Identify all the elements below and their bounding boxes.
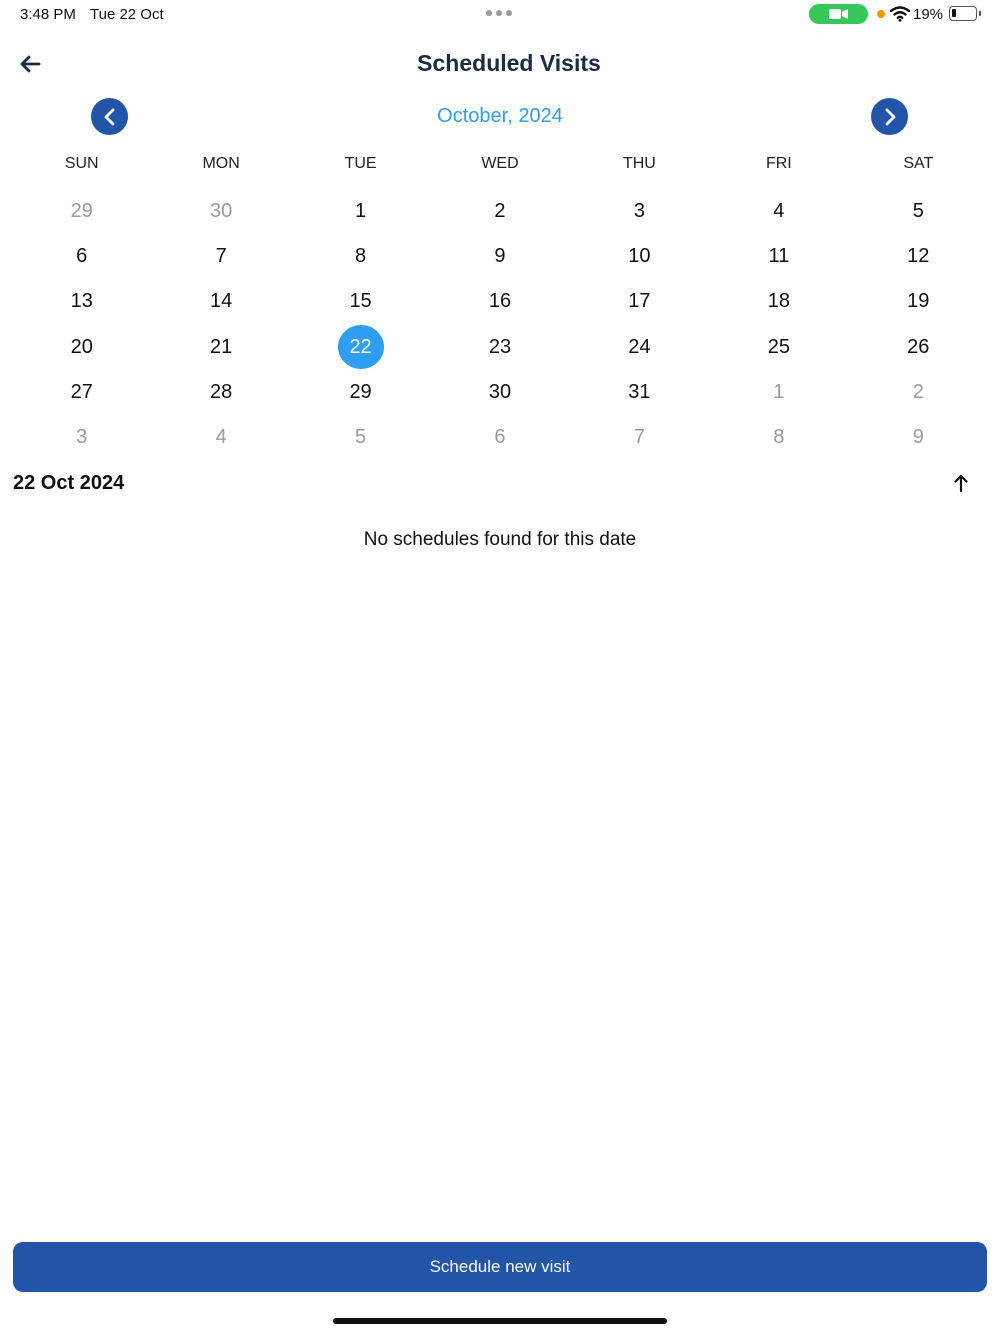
calendar-day-selected[interactable]: [291, 325, 430, 370]
calendar-day-number: 29: [70, 200, 93, 223]
calendar-day[interactable]: [291, 279, 430, 324]
calendar-day-outside-month[interactable]: [151, 189, 290, 234]
calendar-day-number: 1: [773, 380, 785, 403]
calendar-day-number: 16: [488, 290, 512, 313]
next-month-button[interactable]: [871, 98, 908, 135]
weekday-label: SUN: [64, 155, 99, 172]
arrow-up-icon: [954, 474, 968, 492]
calendar-day-number: 28: [210, 380, 233, 403]
calendar-day[interactable]: [291, 189, 430, 234]
calendar-day[interactable]: [151, 279, 290, 324]
calendar-day[interactable]: [709, 234, 848, 279]
calendar-day-outside-month[interactable]: [430, 415, 569, 460]
calendar-day-number: 15: [349, 290, 372, 313]
calendar-day-number: 4: [215, 426, 227, 449]
weekday-label: THU: [622, 155, 656, 172]
calendar-day-number: 18: [767, 290, 790, 313]
calendar-day-number: 14: [210, 290, 233, 313]
weekday-label: WED: [481, 155, 519, 172]
calendar-day[interactable]: [151, 234, 290, 279]
calendar-day-number: 31: [628, 380, 651, 403]
calendar-day[interactable]: [849, 325, 988, 370]
calendar-day[interactable]: [570, 234, 709, 279]
calendar-day-number: 17: [628, 290, 651, 313]
weekday-label: FRI: [765, 155, 792, 172]
month-label: October, 2024: [437, 105, 563, 127]
calendar-day-number: 2: [494, 200, 506, 223]
calendar-day-number: 8: [355, 245, 367, 268]
calendar-day-number: 5: [912, 200, 924, 223]
privacy-indicator-dot: [877, 10, 885, 18]
battery-level-fill: [952, 9, 956, 17]
wifi-icon: [890, 6, 910, 22]
calendar-day[interactable]: [430, 279, 569, 324]
multitasking-dots-icon[interactable]: [486, 10, 512, 16]
page-title: Scheduled Visits: [417, 50, 601, 76]
calendar-day[interactable]: [849, 279, 988, 324]
calendar-day-number: 7: [215, 245, 227, 268]
calendar-day-number: 22: [338, 325, 384, 369]
calendar-day-number: 1: [355, 200, 367, 223]
calendar-day-number: 27: [70, 380, 93, 403]
calendar-day-number: 8: [773, 426, 785, 449]
battery-cap: [979, 11, 981, 16]
calendar-day[interactable]: [849, 189, 988, 234]
calendar-day-number: 30: [210, 200, 233, 223]
calendar-day-number: 9: [912, 426, 924, 449]
calendar-day-outside-month[interactable]: [849, 415, 988, 460]
battery-icon: [949, 6, 977, 21]
calendar-day-number: 9: [494, 245, 506, 268]
camera-icon: [809, 4, 868, 24]
schedule-new-visit-button[interactable]: Schedule new visit: [13, 1242, 987, 1292]
calendar-day[interactable]: [12, 234, 151, 279]
calendar-day-number: 6: [76, 245, 88, 268]
calendar-day-outside-month[interactable]: [709, 370, 848, 415]
calendar-day-number: 2: [912, 380, 924, 403]
weekday-label: MON: [202, 155, 240, 172]
calendar-day-number: 26: [907, 335, 930, 358]
calendar-day[interactable]: [291, 234, 430, 279]
calendar-day[interactable]: [291, 370, 430, 415]
calendar-day-number: 13: [70, 290, 93, 313]
weekday-header-row: [12, 155, 988, 173]
home-indicator[interactable]: [333, 1318, 667, 1324]
calendar-day-number: 20: [70, 335, 93, 358]
collapse-calendar-button[interactable]: [950, 472, 972, 494]
calendar-day-number: 10: [628, 245, 651, 268]
calendar-day-outside-month[interactable]: [709, 415, 848, 460]
calendar-day-number: 24: [628, 335, 651, 358]
calendar-day[interactable]: [151, 370, 290, 415]
calendar-day-outside-month[interactable]: [12, 415, 151, 460]
calendar-day[interactable]: [570, 279, 709, 324]
calendar-day[interactable]: [430, 234, 569, 279]
calendar-day-number: 29: [349, 380, 372, 403]
calendar-day-outside-month[interactable]: [570, 415, 709, 460]
status-time: 3:48 PM: [20, 6, 76, 23]
calendar-day-number: 19: [907, 290, 930, 313]
selected-date-heading: 22 Oct 2024: [13, 472, 125, 494]
calendar-day-number: 23: [488, 335, 512, 358]
calendar-day-outside-month[interactable]: [291, 415, 430, 460]
calendar-day[interactable]: [151, 325, 290, 370]
calendar-day[interactable]: [12, 370, 151, 415]
calendar-day-number: 30: [488, 380, 512, 403]
calendar-day[interactable]: [709, 279, 848, 324]
calendar-day-number: 7: [633, 426, 645, 449]
calendar-day[interactable]: [849, 234, 988, 279]
status-date: Tue 22 Oct: [90, 6, 164, 23]
calendar-day-number: 4: [773, 200, 785, 223]
weekday-label: SAT: [903, 155, 934, 172]
calendar-day-outside-month[interactable]: [849, 370, 988, 415]
calendar-day-number: 6: [494, 426, 506, 449]
weekday-label: TUE: [344, 155, 377, 172]
calendar-day-number: 3: [633, 200, 645, 223]
calendar-day[interactable]: [12, 279, 151, 324]
calendar-day-number: 11: [768, 245, 790, 268]
calendar-day-outside-month[interactable]: [12, 189, 151, 234]
calendar-day-number: 12: [907, 245, 930, 268]
calendar-day[interactable]: [570, 189, 709, 234]
battery-percent: 19%: [913, 6, 944, 23]
chevron-right-icon: [883, 108, 897, 126]
empty-schedule-message: No schedules found for this date: [363, 529, 637, 550]
calendar-day[interactable]: [430, 370, 569, 415]
calendar-day[interactable]: [709, 325, 848, 370]
calendar-day-outside-month[interactable]: [151, 415, 290, 460]
calendar-day[interactable]: [12, 325, 151, 370]
calendar-day[interactable]: [570, 370, 709, 415]
calendar-day-number: 21: [210, 335, 233, 358]
calendar-day-number: 5: [355, 426, 367, 449]
status-bar: [0, 0, 1000, 28]
calendar-day[interactable]: [570, 325, 709, 370]
calendar-day-grid: [12, 189, 988, 460]
calendar-day-number: 25: [767, 335, 790, 358]
calendar-day[interactable]: [430, 189, 569, 234]
calendar-day[interactable]: [709, 189, 848, 234]
calendar-day-number: 3: [76, 426, 88, 449]
calendar-day[interactable]: [430, 325, 569, 370]
